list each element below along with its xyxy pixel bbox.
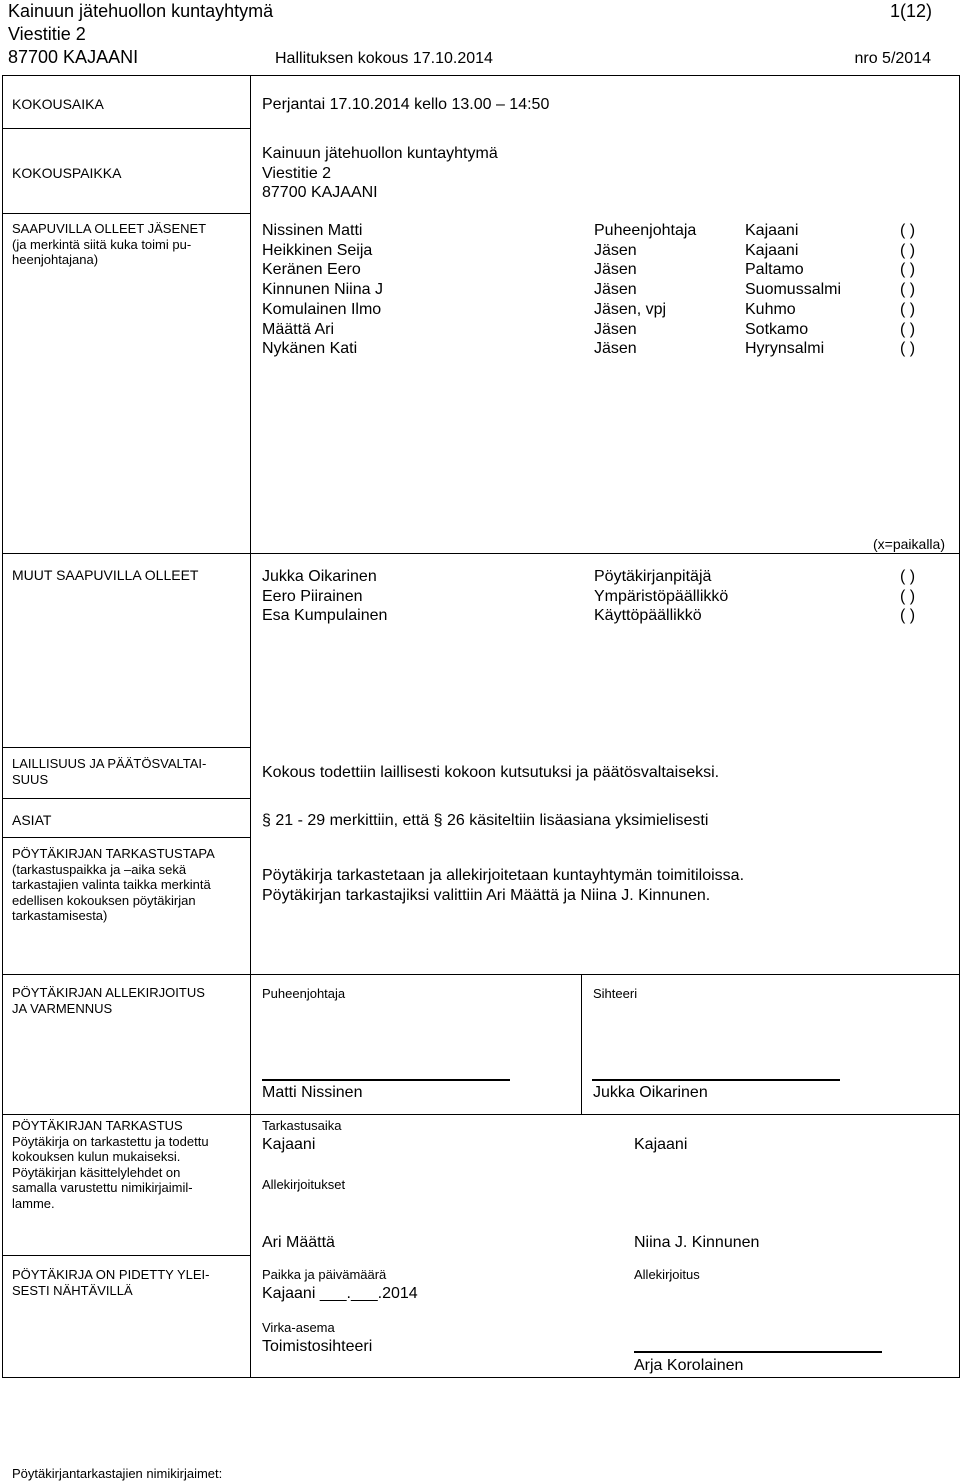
presence-mark: ( ): [900, 261, 916, 279]
members-label-line: heenjohtajana): [12, 252, 99, 267]
allekirjoitus-label-line: PÖYTÄKIRJAN ALLEKIRJOITUS: [12, 985, 205, 1000]
presence-mark: ( ): [900, 222, 916, 239]
row-divider: [2, 128, 250, 129]
nahtavilla-signature-line: [634, 1351, 882, 1353]
others-label: MUUT SAAPUVILLA OLLEET: [12, 567, 199, 583]
member-city: Hyrynsalmi: [745, 340, 825, 358]
tarkastus-label-line: Pöytäkirja on tarkastettu ja todettu: [12, 1133, 209, 1149]
presence-legend: (x=paikalla): [873, 536, 945, 552]
row-divider: [2, 1114, 960, 1115]
signer-2: Niina J. Kinnunen: [634, 1234, 760, 1251]
tarkastustapa-label-line: (tarkastuspaikka ja –aika sekä: [12, 861, 187, 877]
others-names: [262, 567, 387, 626]
row-divider: [2, 747, 250, 748]
member-name: Heikkinen Seija: [262, 241, 373, 259]
members-label-line: (ja merkintä siitä kuka toimi pu-: [12, 236, 192, 252]
tarkastus-label: [12, 1118, 209, 1211]
tarkastustapa-line: Pöytäkirja tarkastetaan ja allekirjoitetaan kuntayhtymän toimitiloissa.: [262, 867, 745, 884]
presence-mark: ( ): [900, 281, 916, 299]
signature-column-divider: [581, 974, 582, 1115]
tarkastustapa-label-line: tarkastamisesta): [12, 908, 108, 923]
table-bottom-border: [2, 1377, 960, 1378]
member-role: Jäsen, vpj: [594, 300, 667, 318]
row-divider: [2, 798, 250, 799]
tarkastus-label-line: samalla varustettu nimikirjaimil-: [12, 1180, 193, 1195]
tarkastus-label-line: kokouksen kulun mukaiseksi.: [12, 1149, 181, 1164]
chair-label: Puheenjohtaja: [262, 986, 346, 1001]
member-role: Puheenjohtaja: [594, 222, 697, 239]
member-role: Jäsen: [594, 281, 637, 299]
row-divider: [2, 837, 250, 838]
presence-mark: ( ): [900, 320, 916, 338]
member-role: Jäsen: [594, 261, 637, 279]
secretary-label: Sihteeri: [593, 986, 638, 1001]
member-city: Kuhmo: [745, 300, 796, 318]
tarkastus-place-2: Kajaani: [634, 1136, 688, 1153]
member-city: Kajaani: [745, 222, 799, 239]
member-name: Keränen Eero: [262, 261, 361, 279]
office-label: Virka-asema: [262, 1320, 335, 1335]
kokousaika-label: KOKOUSAIKA: [12, 96, 104, 112]
kokouspaikka-line: Kainuun jätehuollon kuntayhtymä: [262, 145, 498, 162]
other-role: Ympäristöpäällikkö: [594, 587, 729, 605]
row-divider: [2, 553, 960, 554]
kokousaika-value: Perjantai 17.10.2014 kello 13.00 – 14:50: [262, 96, 550, 113]
presence-mark: ( ): [900, 340, 916, 358]
nahtavilla-label-line: PÖYTÄKIRJA ON PIDETTY YLEI-: [12, 1267, 210, 1282]
org-postal: 87700 KAJAANI: [8, 47, 139, 67]
member-city: Sotkamo: [745, 320, 809, 338]
org-street: Viestitie 2: [8, 24, 86, 44]
member-marks: [900, 221, 915, 359]
chair-name: Matti Nissinen: [262, 1084, 363, 1101]
member-cities: [745, 221, 841, 359]
presence-mark: ( ): [900, 300, 916, 318]
other-name: Eero Piirainen: [262, 587, 363, 605]
member-city: Paltamo: [745, 261, 804, 279]
allekirjoitus-label: [12, 985, 205, 1016]
tarkastustapa-label: [12, 846, 215, 924]
members-label-line: SAAPUVILLA OLLEET JÄSENET: [12, 221, 207, 236]
org-name: Kainuun jätehuollon kuntayhtymä: [8, 1, 274, 21]
allekirjoitukset-label: Allekirjoitukset: [262, 1177, 346, 1192]
asiat-text: § 21 - 29 merkittiin, että § 26 käsiteltiin lisäasiana yksimielisesti: [262, 812, 709, 829]
member-role: Jäsen: [594, 340, 637, 358]
place-date-label: Paikka ja päivämäärä: [262, 1267, 387, 1282]
other-role: Käyttöpäällikkö: [594, 607, 702, 625]
tarkastus-label-line: lamme.: [12, 1195, 55, 1211]
tarkastustapa-label-line: edellisen kokouksen pöytäkirjan: [12, 892, 196, 908]
other-name: Jukka Oikarinen: [262, 568, 377, 585]
row-divider: [2, 213, 250, 214]
nahtavilla-signer: Arja Korolainen: [634, 1357, 744, 1374]
signer-1: Ari Määttä: [262, 1234, 335, 1251]
meeting-number: nro 5/2014: [854, 50, 931, 67]
tarkastus-place-1: Kajaani: [262, 1136, 316, 1153]
secretary-name: Jukka Oikarinen: [593, 1084, 708, 1101]
member-name: Komulainen Ilmo: [262, 300, 382, 318]
tarkastus-label-line: Pöytäkirjan käsittelylehdet on: [12, 1164, 181, 1180]
member-name: Kinnunen Niina J: [262, 281, 383, 299]
tarkastustapa-label-line: PÖYTÄKIRJAN TARKASTUSTAPA: [12, 846, 215, 861]
tarkastustapa-text: [262, 866, 744, 905]
other-role: Pöytäkirjanpitäjä: [594, 568, 712, 585]
tarkastustapa-label-line: tarkastajien valinta taikka merkintä: [12, 877, 211, 892]
members-label: [12, 221, 206, 268]
presence-mark: ( ): [900, 568, 916, 585]
presence-mark: ( ): [900, 587, 916, 605]
laillisuus-label: [12, 756, 206, 787]
office-value: Toimistosihteeri: [262, 1338, 373, 1355]
laillisuus-label-line: SUUS: [12, 771, 49, 787]
member-name: Nissinen Matti: [262, 222, 363, 239]
laillisuus-label-line: LAILLISUUS JA PÄÄTÖSVALTAI-: [12, 756, 207, 771]
place-date-value: Kajaani ___.___.2014: [262, 1285, 418, 1302]
member-names: [262, 221, 383, 359]
member-city: Kajaani: [745, 241, 799, 259]
presence-mark: ( ): [900, 241, 916, 259]
member-name: Määttä Ari: [262, 320, 335, 338]
laillisuus-text: Kokous todettiin laillisesti kokoon kutsutuksi ja päätösvaltaiseksi.: [262, 764, 720, 781]
table-left-border: [2, 75, 3, 1378]
tarkastus-label-line: PÖYTÄKIRJAN TARKASTUS: [12, 1118, 183, 1133]
kokouspaikka-label: KOKOUSPAIKKA: [12, 165, 122, 181]
member-city: Suomussalmi: [745, 281, 842, 299]
table-column-divider: [250, 75, 251, 1378]
row-divider: [2, 974, 960, 975]
presence-mark: ( ): [900, 607, 916, 625]
member-role: Jäsen: [594, 241, 637, 259]
tarkastusaika-label: Tarkastusaika: [262, 1118, 342, 1133]
kokouspaikka-line: Viestitie 2: [262, 164, 332, 182]
secretary-signature-line: [592, 1079, 840, 1081]
member-role: Jäsen: [594, 320, 637, 338]
kokouspaikka-value: [262, 144, 498, 203]
nahtavilla-label-line: SESTI NÄHTÄVILLÄ: [12, 1282, 133, 1298]
signature-label: Allekirjoitus: [634, 1267, 700, 1282]
chair-signature-line: [262, 1079, 510, 1081]
footer-initials-label: Pöytäkirjantarkastajien nimikirjaimet:: [12, 1466, 223, 1481]
others-roles: [594, 567, 728, 626]
tarkastustapa-line: Pöytäkirjan tarkastajiksi valittiin Ari Määttä ja Niina J. Kinnunen.: [262, 886, 711, 904]
others-marks: [900, 567, 915, 626]
meeting-title: Hallituksen kokous 17.10.2014: [275, 50, 493, 67]
asiat-label: ASIAT: [12, 812, 52, 828]
member-roles: [594, 221, 696, 359]
kokouspaikka-line: 87700 KAJAANI: [262, 184, 378, 202]
page-number: 1(12): [889, 1, 932, 21]
allekirjoitus-label-line: JA VARMENNUS: [12, 1000, 113, 1016]
table-top-border: [2, 75, 960, 76]
row-divider: [2, 1255, 250, 1256]
member-name: Nykänen Kati: [262, 340, 358, 358]
other-name: Esa Kumpulainen: [262, 607, 388, 625]
nahtavilla-label: [12, 1267, 209, 1298]
